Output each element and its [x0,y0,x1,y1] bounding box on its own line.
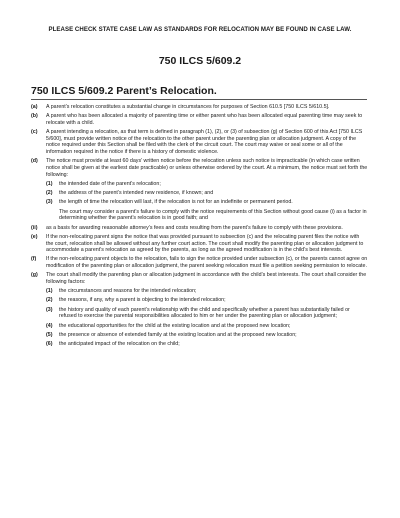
list-item [46,181,368,188]
list-item [46,199,368,206]
list-item [46,190,368,197]
subsection-label: (ii) [31,224,38,231]
item-label: (5) [46,331,53,338]
item-label: (1) [46,288,53,295]
section-heading: 750 ILCS 5/609.2 Parent’s Relocation. [31,85,217,97]
subsection-g [31,272,368,285]
subsection-label: (e) [31,233,38,240]
list-item [46,341,368,348]
subsection-ii [31,225,368,232]
item-text: the length of time the relocation will last, if the relocation is not for an indefinite or permanent period. [59,199,293,206]
item-label: (1) [46,180,53,187]
list-item [46,297,368,304]
subsection-text: A parent intending a relocation, as that term is defined in paragraph (1), (2), or (3) of subsection (g) of Section 600 of this Act [750 ILCS 5/600], must provide written notice of the relocation to the other parent under the parenting plan or allocation judgment. A copy of the notice required under this Section shall be filed with the clerk of the circuit court. The court may waive or seal some or all of the information required in the notice if there is a history of domestic violence. [46,129,363,156]
subsection-text: as a basis for awarding reasonable attorney’s fees and costs resulting from the parent’s failure to comply with these provisions. [46,224,343,231]
subsection-e [31,234,368,254]
item-text: the intended date of the parent’s relocation; [59,180,161,187]
case-law-notice: PLEASE CHECK STATE CASE LAW AS STANDARDS FOR RELOCATION MAY BE FOUND IN CASE LAW. [48,26,352,33]
subsection-d [31,158,368,178]
subsection-text: If the non-relocating parent signs the notice that was provided pursuant to subsection (c) and the relocating parent files the notice with the court, relocation shall be allowed without any further court action. The court shall modify the parenting plan or allocation judgment to accommodate a parent’s relocation as agreed by the parents, as long as the agreed modification is in the child’s best interests. [46,233,364,254]
list-item [46,288,368,295]
subsection-text: The court shall modify the parenting plan or allocation judgment in accordance with the child’s best interests. The court shall consider the following factors: [46,272,367,285]
item-label: (6) [46,341,53,348]
item-label: (3) [46,306,53,313]
item-text: the anticipated impact of the relocation on the child; [59,341,180,348]
item-text: the educational opportunities for the child at the existing location and at the proposed new location; [59,322,291,329]
item-label: (4) [46,322,53,329]
list-item [46,332,368,339]
list-item [46,323,368,330]
item-text: the reasons, if any, why a parent is objecting to the intended relocation; [59,297,226,304]
subsection-text: A parent who has been allocated a majority of parenting time or either parent who has been allocated equal parenting time may seek to relocate with a child. [46,113,363,126]
statute-citation: 750 ILCS 5/609.2 [158,55,242,67]
subsection-text: The notice must provide at least 60 days’ written notice before the relocation unless such notice is impracticable (in which case written notice shall be given at the earliest date practicable) or unless otherwise ordered by the court. At a minimum, the notice must set forth the following: [46,158,368,178]
item-label: (2) [46,190,53,197]
item-text: the presence or absence of extended family at the existing location and at the proposed new location; [59,331,297,338]
subsection-d-continuation: The court may consider a parent’s failure to comply with the notice requirements of this Section without good cause (i) as a factor in determining whether the parent’s relocation is in good faith; and [59,208,367,222]
item-label: (2) [46,297,53,304]
subsection-text: A parent’s relocation constitutes a substantial change in circumstances for purposes of Section 610.5 [750 ILCS 5/610.5]. [46,104,330,110]
subsection-c [31,129,368,156]
subsection-label: (c) [31,129,38,136]
subsection-label: (d) [31,158,38,165]
statute-body [31,104,368,350]
subsection-f [31,256,368,269]
item-label: (3) [46,199,53,206]
item-text: the history and quality of each parent’s relationship with the child and specifically whether a parent has substantially failed or refused to exercise the parental responsibilities allocated to him or her under the parenting plan or allocation judgment; [59,306,350,320]
item-text: the address of the parent’s intended new residence, if known; and [59,190,214,197]
subsection-label: (b) [31,113,38,120]
subsection-label: (a) [31,104,38,110]
subsection-label: (g) [31,272,38,279]
subsection-text: If the non-relocating parent objects to the relocation, fails to sign the notice provided under subsection (c), or the parents cannot agree on modification of the parenting plan or allocation judgment, the parent seeking relocation must file a petition seeking permission to relocate. [46,256,368,270]
subsection-b [31,113,368,126]
item-text: the circumstances and reasons for the intended relocation; [59,288,197,295]
heading-divider [31,99,367,100]
subsection-a [31,104,368,111]
subsection-label: (f) [31,256,37,263]
list-item [46,307,368,320]
